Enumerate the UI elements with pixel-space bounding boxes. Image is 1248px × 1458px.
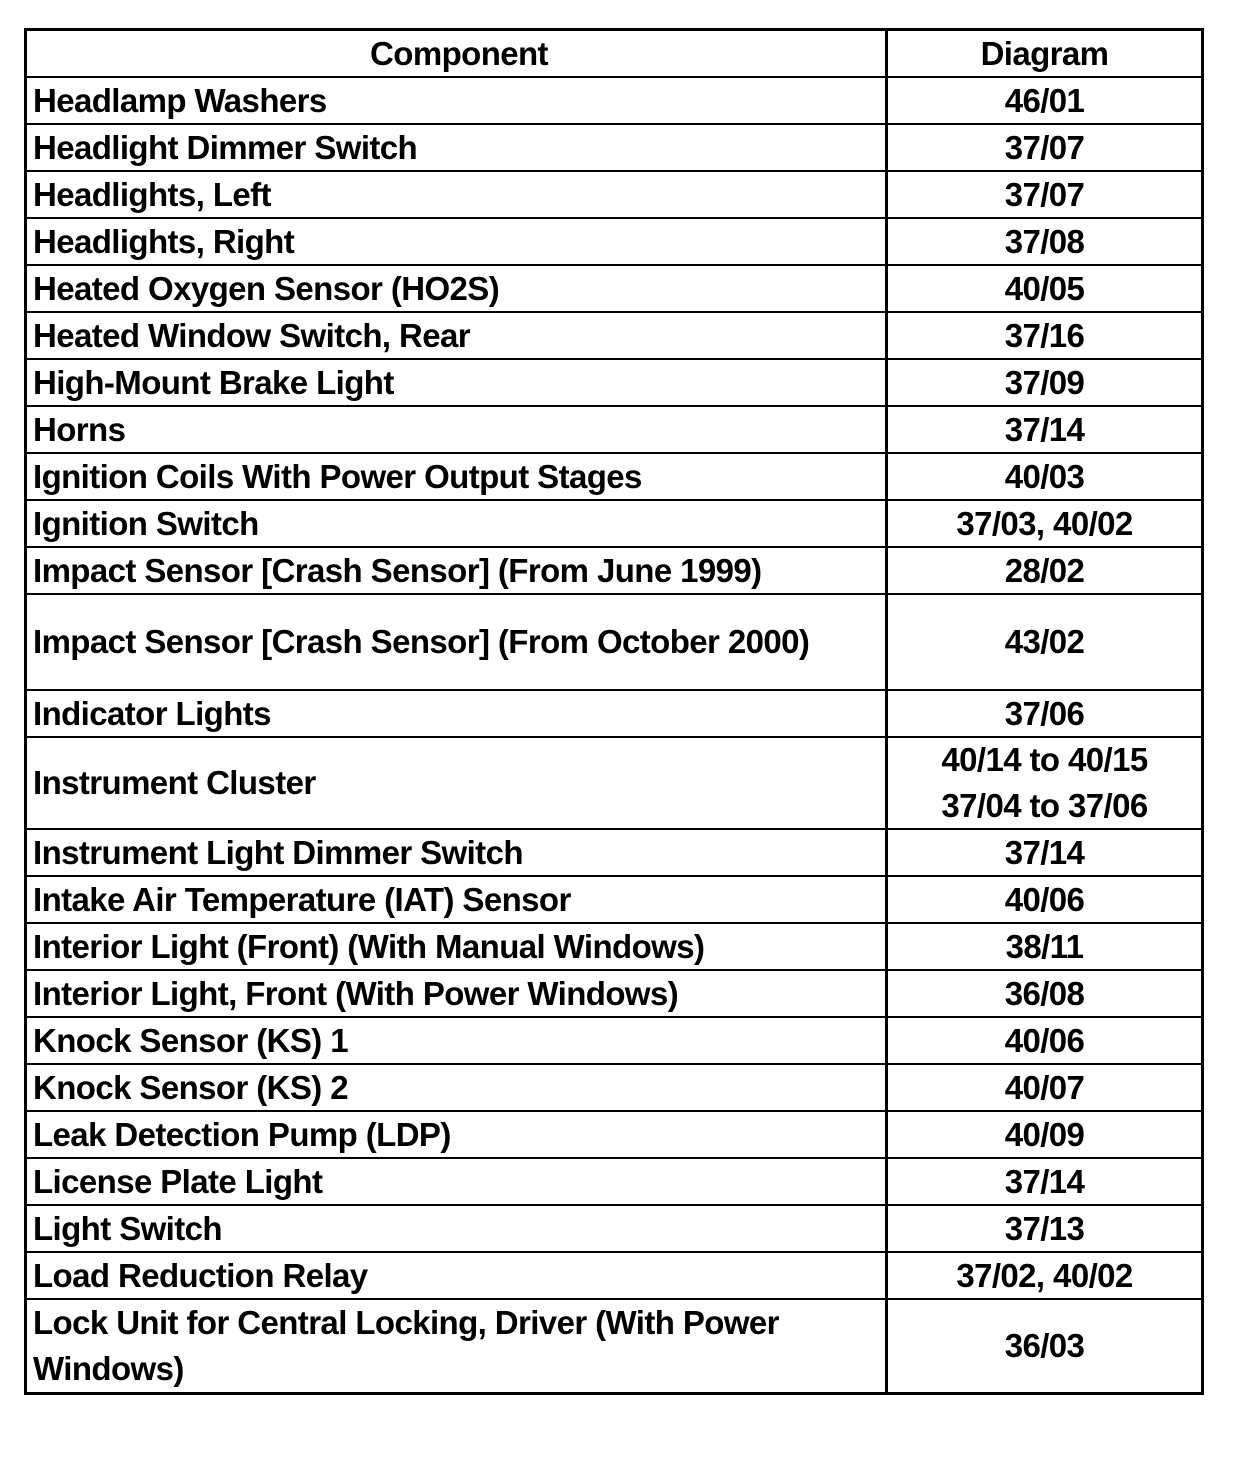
- diagram-ref: 40/03: [1004, 457, 1085, 495]
- diagram-ref: 37/14: [1004, 833, 1085, 871]
- diagram-cell: [888, 1065, 1201, 1110]
- table-row: [27, 78, 1201, 125]
- diagram-ref: 40/09: [1004, 1115, 1085, 1153]
- table-row: [27, 548, 1201, 595]
- table-row: [27, 877, 1201, 924]
- table-row: [27, 1112, 1201, 1159]
- component-cell: Interior Light, Front (With Power Windows): [27, 971, 888, 1016]
- diagram-ref: 37/08: [1004, 222, 1085, 260]
- diagram-cell: [888, 313, 1201, 358]
- component-diagram-table: [24, 28, 1204, 1395]
- component-cell: Headlights, Right: [27, 219, 888, 264]
- component-cell: Horns: [27, 407, 888, 452]
- table-row: [27, 172, 1201, 219]
- component-cell: Heated Oxygen Sensor (HO2S): [27, 266, 888, 311]
- diagram-ref: 43/02: [1004, 623, 1085, 660]
- header-component: Component: [27, 31, 888, 76]
- table-row: [27, 125, 1201, 172]
- diagram-cell: [888, 78, 1201, 123]
- component-cell: Intake Air Temperature (IAT) Sensor: [27, 877, 888, 922]
- diagram-cell: [888, 1018, 1201, 1063]
- diagram-cell: [888, 1206, 1201, 1251]
- table-row: [27, 454, 1201, 501]
- table-row: [27, 1159, 1201, 1206]
- diagram-ref: 36/08: [1004, 974, 1085, 1012]
- diagram-ref: 28/02: [1004, 551, 1085, 589]
- diagram-ref: 37/06: [1004, 694, 1085, 732]
- diagram-cell: [888, 1112, 1201, 1157]
- table-row: [27, 1206, 1201, 1253]
- diagram-ref: 40/05: [1004, 269, 1085, 307]
- diagram-ref: 37/04 to 37/06: [941, 787, 1148, 824]
- component-cell: Instrument Light Dimmer Switch: [27, 830, 888, 875]
- component-cell: Leak Detection Pump (LDP): [27, 1112, 888, 1157]
- diagram-cell: [888, 738, 1201, 828]
- diagram-cell: [888, 360, 1201, 405]
- component-cell: License Plate Light: [27, 1159, 888, 1204]
- table-row: [27, 924, 1201, 971]
- component-cell: Load Reduction Relay: [27, 1253, 888, 1298]
- diagram-cell: [888, 219, 1201, 264]
- diagram-ref: 40/06: [1004, 1021, 1085, 1059]
- diagram-ref: 40/06: [1004, 880, 1085, 918]
- table-row: [27, 595, 1201, 691]
- table-row: [27, 313, 1201, 360]
- diagram-ref: 46/01: [1004, 81, 1085, 119]
- header-diagram: Diagram: [980, 34, 1109, 72]
- diagram-cell: [888, 172, 1201, 217]
- diagram-ref: 37/07: [1004, 175, 1085, 213]
- component-cell: Lock Unit for Central Locking, Driver (With Power Windows): [27, 1300, 888, 1392]
- component-cell: Headlamp Washers: [27, 78, 888, 123]
- table-header-row: [27, 31, 1201, 78]
- component-cell: Impact Sensor [Crash Sensor] (From October 2000): [27, 595, 888, 689]
- diagram-cell: [888, 454, 1201, 499]
- table-row: [27, 266, 1201, 313]
- diagram-cell: [888, 1300, 1201, 1392]
- diagram-cell: [888, 548, 1201, 593]
- diagram-ref: 36/03: [1004, 1327, 1085, 1364]
- component-cell: Knock Sensor (KS) 2: [27, 1065, 888, 1110]
- diagram-cell: [888, 924, 1201, 969]
- diagram-ref: 37/09: [1004, 363, 1085, 401]
- diagram-ref: 38/11: [1005, 927, 1084, 965]
- table-row: [27, 407, 1201, 454]
- diagram-ref: 37/02, 40/02: [956, 1256, 1133, 1294]
- component-cell: Impact Sensor [Crash Sensor] (From June 1999): [27, 548, 888, 593]
- component-cell: Ignition Switch: [27, 501, 888, 546]
- table-row: [27, 1300, 1201, 1392]
- diagram-ref: 37/07: [1004, 128, 1085, 166]
- diagram-ref: 37/03, 40/02: [956, 504, 1133, 542]
- component-cell: Light Switch: [27, 1206, 888, 1251]
- component-cell: Ignition Coils With Power Output Stages: [27, 454, 888, 499]
- component-cell: Indicator Lights: [27, 691, 888, 736]
- table-row: [27, 971, 1201, 1018]
- diagram-cell: [888, 501, 1201, 546]
- diagram-ref: 37/13: [1004, 1209, 1085, 1247]
- component-cell: Knock Sensor (KS) 1: [27, 1018, 888, 1063]
- table-row: [27, 219, 1201, 266]
- diagram-cell: [888, 1159, 1201, 1204]
- component-cell: Interior Light (Front) (With Manual Windows): [27, 924, 888, 969]
- diagram-cell: [888, 1253, 1201, 1298]
- table-row: [27, 738, 1201, 830]
- table-row: [27, 501, 1201, 548]
- diagram-ref: 37/14: [1004, 1162, 1085, 1200]
- diagram-ref: 37/14: [1004, 410, 1085, 448]
- diagram-cell: [888, 691, 1201, 736]
- table-row: [27, 691, 1201, 738]
- diagram-cell: [888, 830, 1201, 875]
- diagram-ref: 37/16: [1004, 316, 1085, 354]
- table-row: [27, 830, 1201, 877]
- diagram-cell: [888, 125, 1201, 170]
- table-row: [27, 1065, 1201, 1112]
- diagram-ref: 40/14 to 40/15: [941, 741, 1148, 778]
- component-cell: Headlights, Left: [27, 172, 888, 217]
- component-cell: Headlight Dimmer Switch: [27, 125, 888, 170]
- diagram-cell: [888, 595, 1201, 689]
- table-row: [27, 360, 1201, 407]
- diagram-cell: [888, 877, 1201, 922]
- table-row: [27, 1018, 1201, 1065]
- diagram-cell: [888, 407, 1201, 452]
- diagram-ref: 40/07: [1004, 1068, 1085, 1106]
- component-cell: Heated Window Switch, Rear: [27, 313, 888, 358]
- table-row: [27, 1253, 1201, 1300]
- component-cell: High-Mount Brake Light: [27, 360, 888, 405]
- diagram-cell: [888, 971, 1201, 1016]
- diagram-cell: [888, 266, 1201, 311]
- component-cell: Instrument Cluster: [27, 738, 888, 828]
